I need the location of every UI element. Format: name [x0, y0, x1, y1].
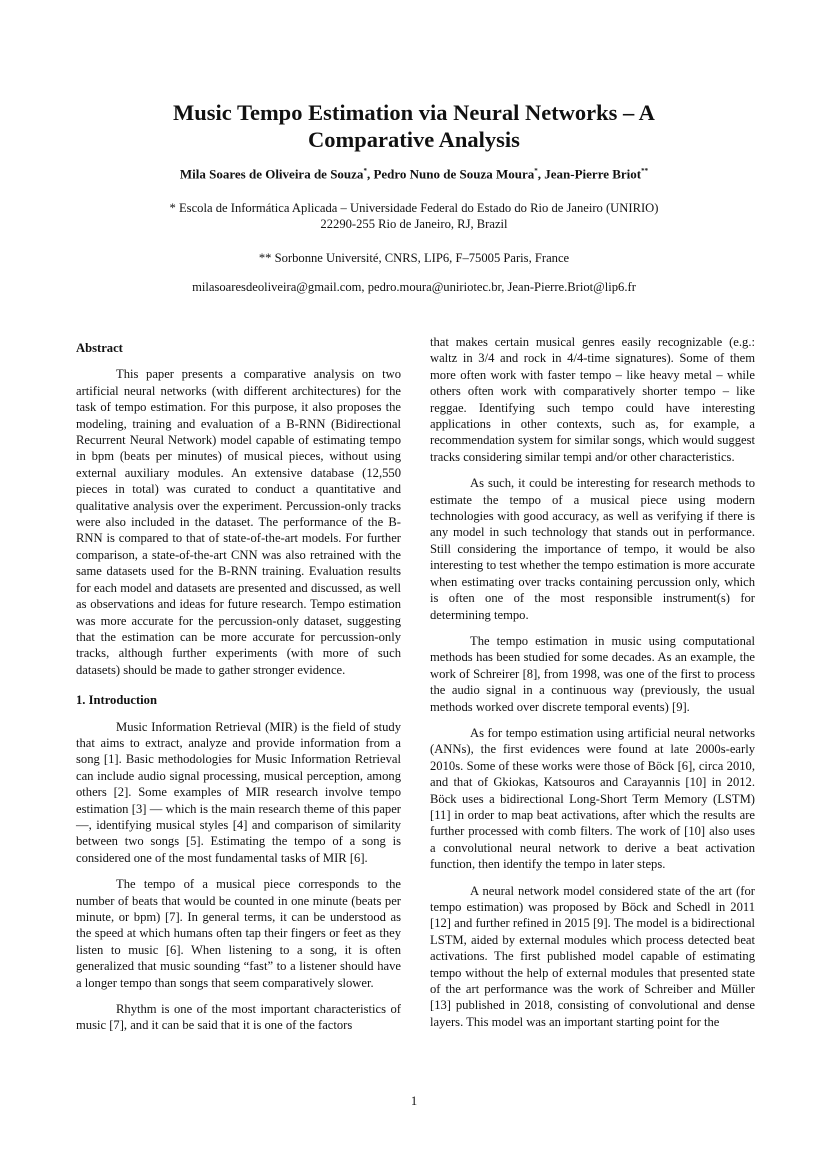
intro-paragraph: Rhythm is one of the most important characteristics of music [7], and it can be said that it is one of the factors: [76, 1002, 401, 1033]
affiliation-line: * Escola de Informática Aplicada – Universidade Federal do Estado do Rio de Janeiro (UNIRIO): [169, 201, 659, 215]
affiliation-unirio: [110, 200, 718, 233]
affiliation-sorbonne: ** Sorbonne Université, CNRS, LIP6, F–75005 Paris, France: [258, 251, 570, 265]
body-paragraph: The tempo estimation in music using computational methods has been studied for some decades. As an example, the work of Schreirer [8], from 1998, was one of the first to process the audio signal in a continuous way (previously, the usual methods worked over discrete temporal events) [9].: [430, 633, 755, 714]
author-list: Mila Soares de Oliveira de Souza*, Pedro Nuno de Souza Moura*, Jean-Pierre Briot**: [179, 166, 649, 182]
body-paragraph: As for tempo estimation using artificial neural networks (ANNs), the first evidences were found at late 2000s-early 2010s. Some of these works were those of Böck [6], circa 2010, and that of Gkiokas, Katsouros and Carayannis [10] in 2012. Böck uses a bidirectional Long-Short Term Memory (LSTM) [11] in order to map beat activations, after which the results are further processed with comb filters. The work of [10] also uses a convolutional neural network to derive a beat activation function, then identify the tempo in later steps.: [430, 725, 755, 872]
body-paragraph: As such, it could be interesting for research methods to estimate the tempo of a musical piece using modern technologies with good accuracy, as well as verifying if there is any model in such technology that stands out in performance. Still considering the importance of tempo, it would be also interesting to test whether the tempo estimation is more accurate when estimating over tracks containing percussion only, which is often one of the most responsible instrument(s) for determining tempo.: [430, 476, 755, 622]
left-column: [76, 340, 401, 1034]
paper-title: Music Tempo Estimation via Neural Networks – A Comparative Analysis: [173, 100, 655, 152]
intro-paragraph: The tempo of a musical piece corresponds to the number of beats that would be counted in one minute (beats per minute, or bpm) [7]. In general terms, it can be understood as the speed at which humans often tap their fingers or feet as they listen to music [6]. When listening to a song, it is often generalized that music sounding “fast” to a listener should have a longer tempo than songs that seem comparatively slower.: [76, 877, 401, 990]
author-emails: milasoaresdeoliveira@gmail.com, pedro.moura@uniriotec.br, Jean-Pierre.Briot@lip6.fr: [192, 280, 636, 294]
introduction-heading: 1. Introduction: [76, 693, 157, 708]
abstract-heading: Abstract: [76, 341, 123, 355]
author-name: Pedro Nuno de Souza Moura: [373, 166, 535, 182]
author-name: Mila Soares de Oliveira de Souza: [179, 166, 364, 182]
affiliation-line: 22290-255 Rio de Janeiro, RJ, Brazil: [320, 217, 508, 232]
body-paragraph: that makes certain musical genres easily recognizable (e.g.: waltz in 3/4 and rock in 4/4-time signatures). Some of them more often work with faster tempo – like heavy metal – while others often work with comparatively shorter tempo – like reggae. Identifying such tempo could have interesting applications in other contexts, such as, for example, a recommendation system for similar songs, which would suggest tracks considering similar tempi and/or other characteristics.: [430, 335, 755, 464]
intro-paragraph: Music Information Retrieval (MIR) is the field of study that aims to extract, analyze and provide information from a song [1]. Basic methodologies for Music Information Retrieval can include audio signal processing, musical perception, among others [2]. Some examples of MIR research involve tempo estimation [3] — which is the main research theme of this paper —, identifying musical styles [4] and comparison of similarity between two songs [5]. Estimating the tempo of a song is considered one of the most fundamental tasks of MIR [6].: [76, 719, 401, 865]
right-column: [430, 334, 755, 1030]
author-mark: **: [641, 167, 649, 175]
abstract-paragraph: This paper presents a comparative analysis on two artificial neural networks (with different architectures) for the task of tempo estimation. For this purpose, it also proposes the modeling, training and evaluation of a B-RNN (Bidirectional Recurrent Neural Network) model capable of estimating tempo in bpm (beats per minutes) of musical pieces, without using external auxiliary modules. An extensive database (12,550 pieces in total) was curated to conduct a quantitative and qualitative analysis over the experiment. Percussion-only tracks were also included in the dataset. The performance of the B-RNN is compared to that of state-of-the-art models. For further comparison, a state-of-the-art CNN was also retrained with the same datasets used for the B-RNN training. Evaluation results for each model and datasets are presented and discussed, as well as observations and ideas for future research. Tempo estimation was more accurate for the percussion-only dataset, suggesting that the estimation can be more accurate for percussion-only tracks, although further experiments (with more of such datasets) should be made to gather stronger evidence.: [76, 367, 401, 677]
author-mark: *: [363, 167, 367, 175]
author-mark: *: [534, 167, 538, 175]
page-number: 1: [410, 1094, 418, 1108]
body-paragraph: A neural network model considered state of the art (for tempo estimation) was proposed by Böck and Schedl in 2011 [12] and further refined in 2015 [9]. The model is a bidirectional LSTM, aided by external modules which process detected beat activations. The first published model capable of estimating tempo without the help of external modules that presented state of the art performance was the work of Schreiber and Müller [13] published in 2018, consisting of convolutional and dense layers. This model was an important starting point for the: [430, 883, 756, 1029]
author-name: Jean-Pierre Briot: [544, 166, 642, 182]
